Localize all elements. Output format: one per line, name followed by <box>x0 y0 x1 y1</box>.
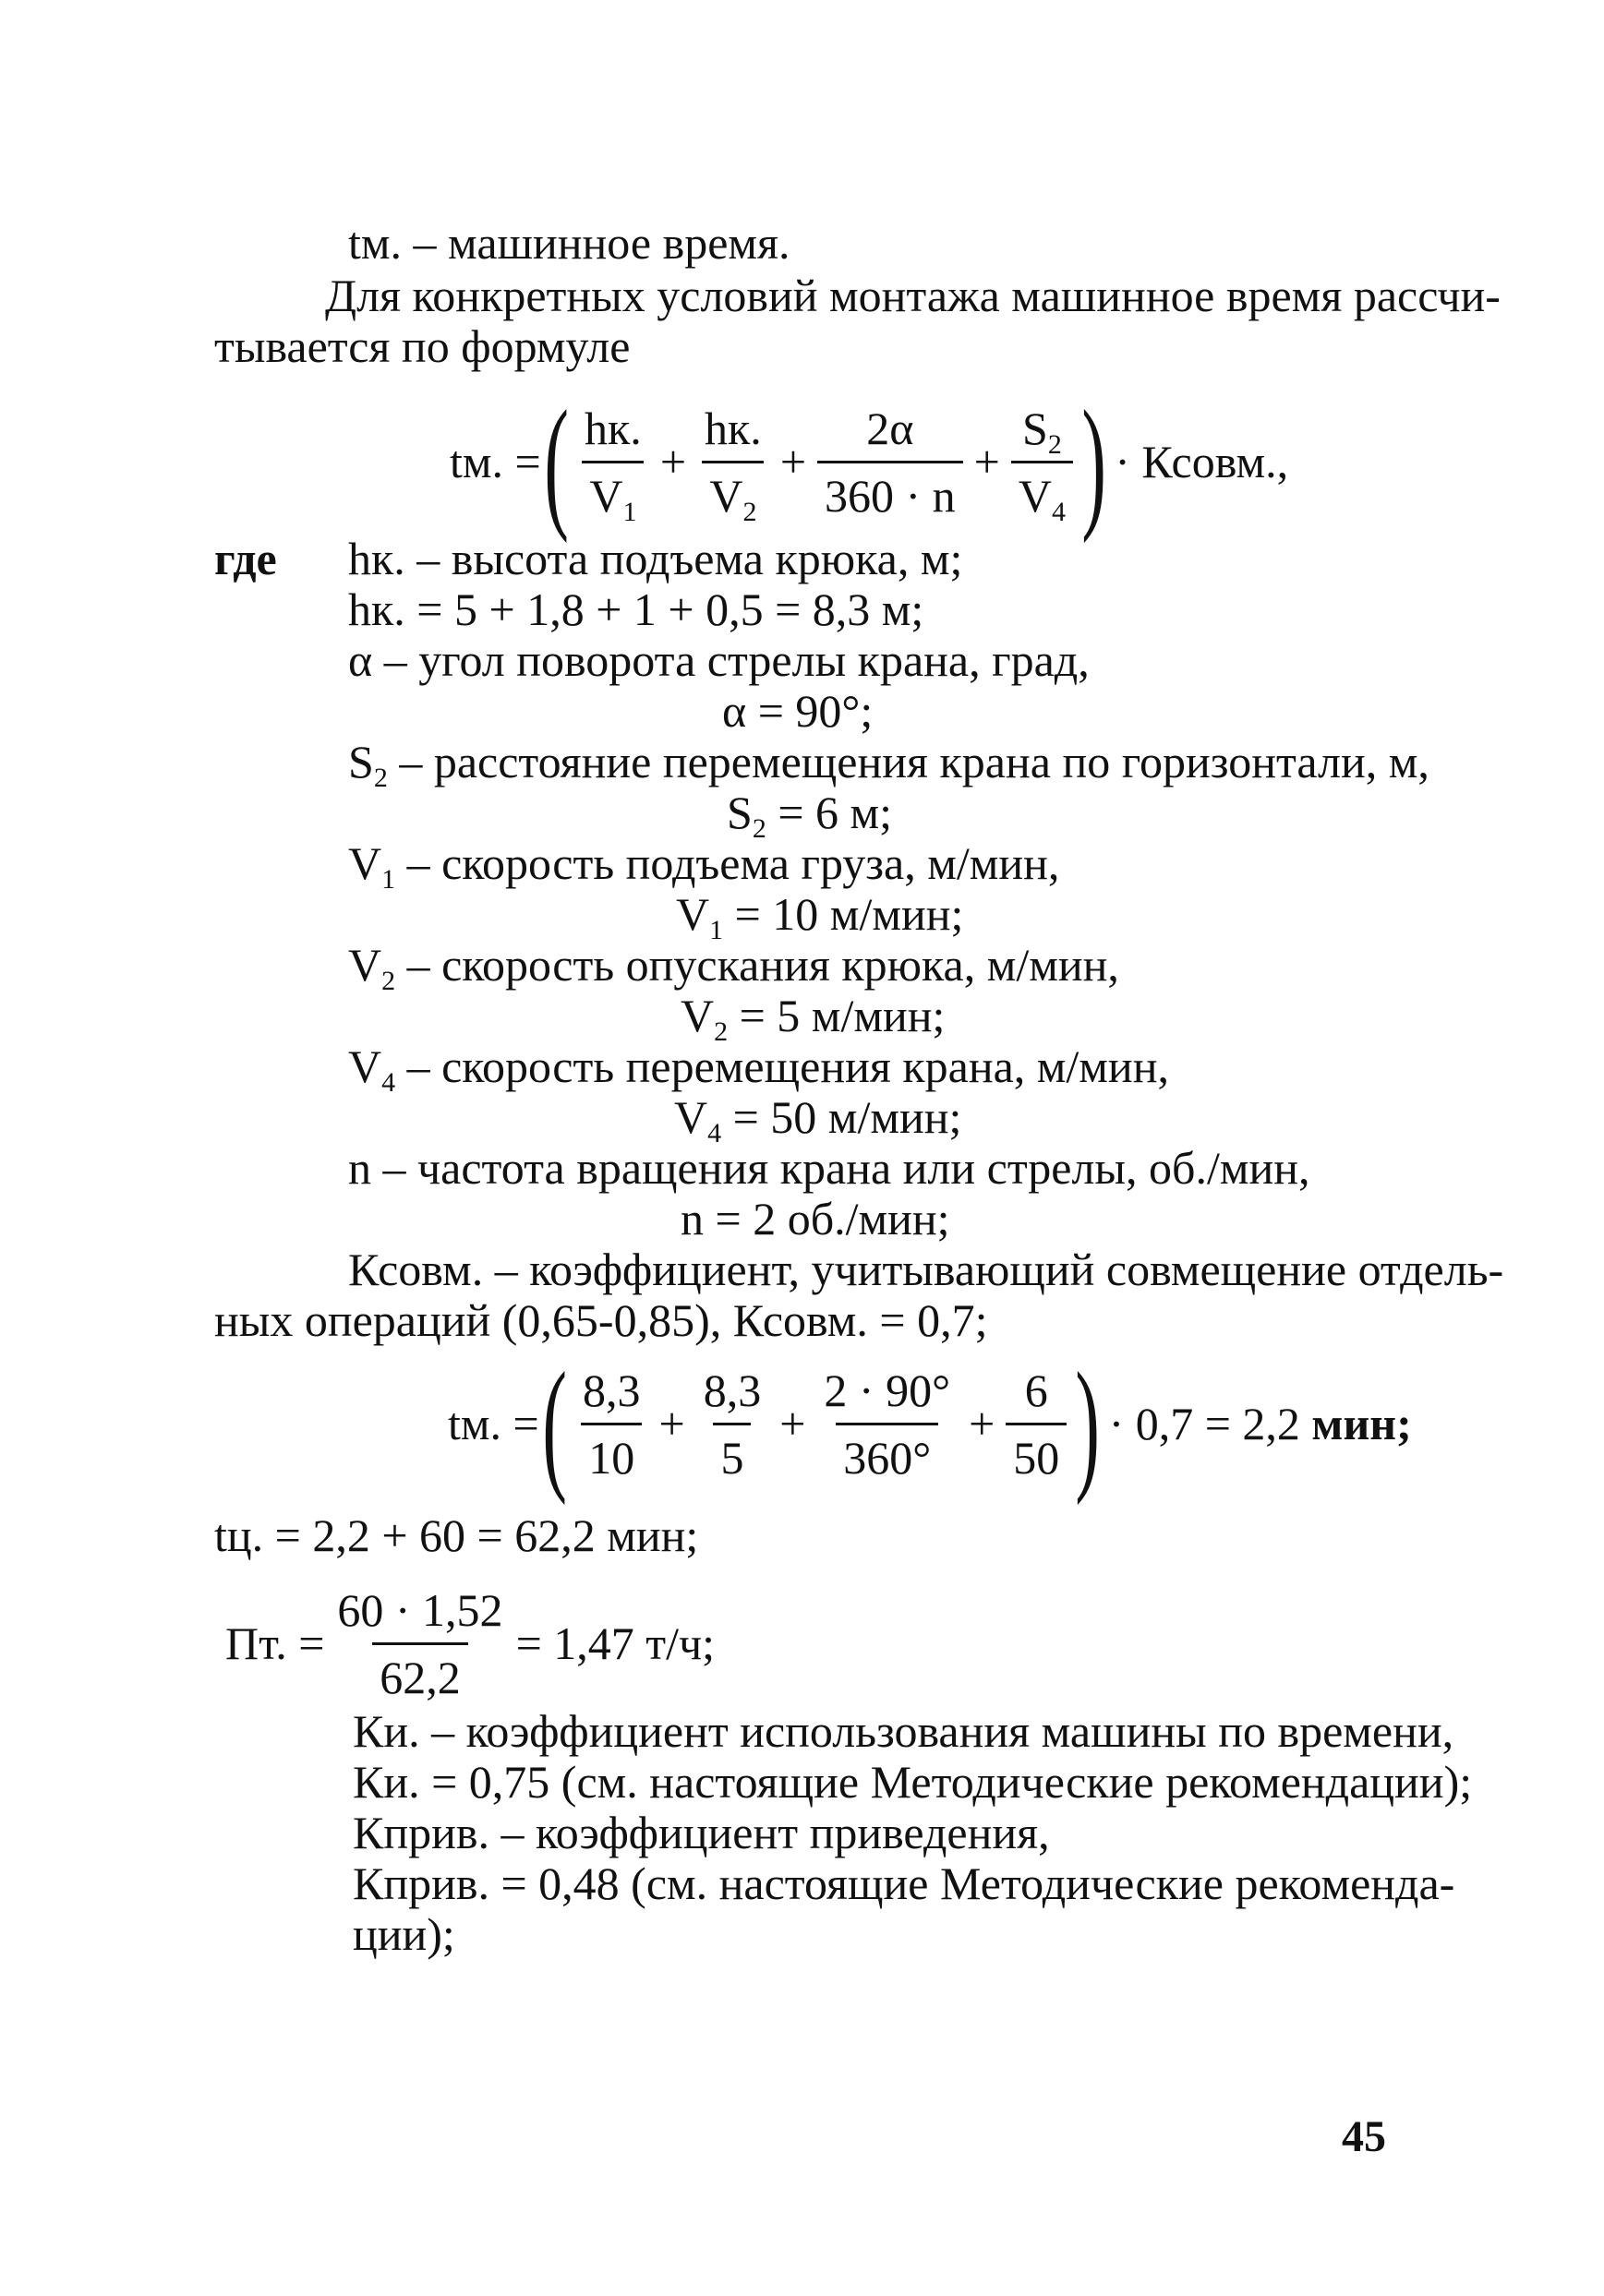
text: – скорость перемещения крана, м/мин, <box>395 1040 1169 1092</box>
plus-sign: + <box>969 1398 995 1449</box>
plus-sign: + <box>658 1398 685 1449</box>
right-paren: ) <box>1075 1341 1101 1506</box>
where-label: где <box>214 533 277 584</box>
denominator: 62,2 <box>372 1642 468 1704</box>
text-line: hк. – высота подъема крюка, м; <box>348 533 963 584</box>
text: · 0,7 = 2,2 <box>1108 1398 1312 1449</box>
text-line: Ки. = 0,75 (см. настоящие Методические рекомендации); <box>353 1756 1473 1808</box>
numerator: 2α <box>866 402 914 454</box>
numerator: hк. <box>585 402 642 454</box>
text-line: ных операций (0,65-0,85), Ксовм. = 0,7; <box>214 1294 988 1346</box>
text-line: hк. = 5 + 1,8 + 1 + 0,5 = 8,3 м; <box>348 583 924 635</box>
symbol: S <box>348 736 374 787</box>
plus-sign: + <box>973 436 1000 487</box>
fraction <box>817 402 963 523</box>
page-number: 45 <box>1342 2112 1386 2161</box>
plus-sign: + <box>779 1398 806 1449</box>
formula-lhs: Пт. = <box>225 1617 325 1669</box>
text-line: Кприв. – коэффициент приведения, <box>353 1807 1050 1858</box>
fraction <box>696 1364 769 1485</box>
text-line <box>727 785 893 844</box>
denominator <box>1011 461 1073 527</box>
subscript: 1 <box>381 864 396 895</box>
text-line: n = 2 об./мин; <box>681 1193 950 1244</box>
denominator <box>582 461 644 527</box>
symbol: V <box>709 469 743 522</box>
subscript: 4 <box>707 1118 722 1148</box>
symbol: V <box>1018 469 1052 522</box>
subscript: 2 <box>1047 428 1062 460</box>
formula-tail <box>1109 1397 1412 1450</box>
numerator: 8,3 <box>583 1364 641 1416</box>
numerator: 8,3 <box>703 1364 762 1416</box>
symbol: V <box>674 1091 708 1143</box>
text-line: n – частота вращения крана или стрелы, об./мин, <box>348 1142 1310 1194</box>
subscript: 4 <box>1051 496 1066 527</box>
text-line: Ксовм. – коэффициент, учитывающий совмещение отдель- <box>348 1244 1504 1295</box>
text-line: tм. – машинное время. <box>348 217 790 269</box>
denominator: 5 <box>713 1423 751 1485</box>
subscript: 4 <box>381 1067 396 1098</box>
subscript: 2 <box>381 966 396 996</box>
symbol: V <box>348 1040 382 1092</box>
formula-tail: · Ксовм., <box>1115 436 1289 487</box>
fraction <box>816 1364 958 1485</box>
right-paren: ) <box>1081 379 1106 544</box>
text-line: Кприв. = 0,48 (см. настоящие Методические рекоменда- <box>353 1857 1455 1909</box>
plus-sign: + <box>779 436 807 487</box>
text-line <box>348 734 1429 793</box>
text: = 10 м/мин; <box>723 888 964 940</box>
formula-tail: = 1,47 т/ч; <box>515 1617 716 1669</box>
subscript: 2 <box>714 1016 729 1047</box>
text: – скорость опускания крюка, м/мин, <box>395 939 1119 991</box>
numerator <box>1015 402 1069 461</box>
numerator: hк. <box>705 402 762 454</box>
text: мин; <box>1311 1398 1412 1449</box>
denominator: 10 <box>581 1423 642 1485</box>
symbol: V <box>589 469 623 522</box>
denominator: 50 <box>1006 1423 1067 1485</box>
fraction <box>1006 1364 1067 1485</box>
text: = 6 м; <box>766 787 893 838</box>
subscript: 1 <box>622 496 637 527</box>
denominator <box>702 461 764 527</box>
left-paren: ( <box>542 1341 567 1506</box>
numerator: 60 · 1,52 <box>337 1583 503 1636</box>
fraction <box>575 1364 648 1485</box>
text-line: тывается по формуле <box>214 320 631 372</box>
text-line: Ки. – коэффициент использования машины по времени, <box>353 1705 1454 1757</box>
text: = 5 м/мин; <box>728 990 946 1041</box>
fraction <box>330 1583 510 1704</box>
text-line <box>676 886 964 945</box>
symbol: S <box>727 787 753 838</box>
left-paren: ( <box>544 379 569 544</box>
subscript: 2 <box>752 813 766 844</box>
text-line <box>674 1089 962 1148</box>
text: – скорость подъема груза, м/мин, <box>395 837 1060 889</box>
formula-lhs: tм. = <box>448 1398 539 1449</box>
fraction <box>1011 402 1073 527</box>
text-line: Для конкретных условий монтажа машинное время рассчи- <box>325 270 1501 321</box>
numerator: 6 <box>1024 1364 1048 1416</box>
denominator: 360° <box>836 1423 938 1485</box>
formula-lhs: tм. = <box>450 436 541 487</box>
numerator: 2 · 90° <box>824 1364 951 1416</box>
text-line <box>348 835 1060 895</box>
text-line: tц. = 2,2 + 60 = 62,2 мин; <box>214 1509 699 1561</box>
subscript: 2 <box>373 763 388 793</box>
symbol: V <box>681 990 715 1041</box>
text-line: α – угол поворота стрелы крана, град, <box>348 634 1090 686</box>
text-line: α = 90°; <box>722 685 874 737</box>
symbol: S <box>1022 402 1048 454</box>
subscript: 2 <box>742 496 757 527</box>
symbol: V <box>348 837 382 889</box>
formula-machine-time-general <box>450 379 1289 544</box>
fraction <box>697 402 769 527</box>
text-line: ции); <box>353 1908 455 1960</box>
formula-machine-time-calc <box>448 1341 1412 1506</box>
text-line <box>348 937 1119 996</box>
text: – расстояние перемещения крана по горизонтали, м, <box>387 736 1429 787</box>
plus-sign: + <box>659 436 687 487</box>
formula-productivity <box>225 1574 715 1713</box>
symbol: V <box>676 888 710 940</box>
text: = 50 м/мин; <box>721 1091 962 1143</box>
fraction <box>577 402 649 527</box>
symbol: V <box>348 939 382 991</box>
subscript: 1 <box>709 915 724 945</box>
text-line <box>681 988 946 1047</box>
text-line <box>348 1039 1169 1098</box>
denominator: 360 · n <box>817 461 963 523</box>
